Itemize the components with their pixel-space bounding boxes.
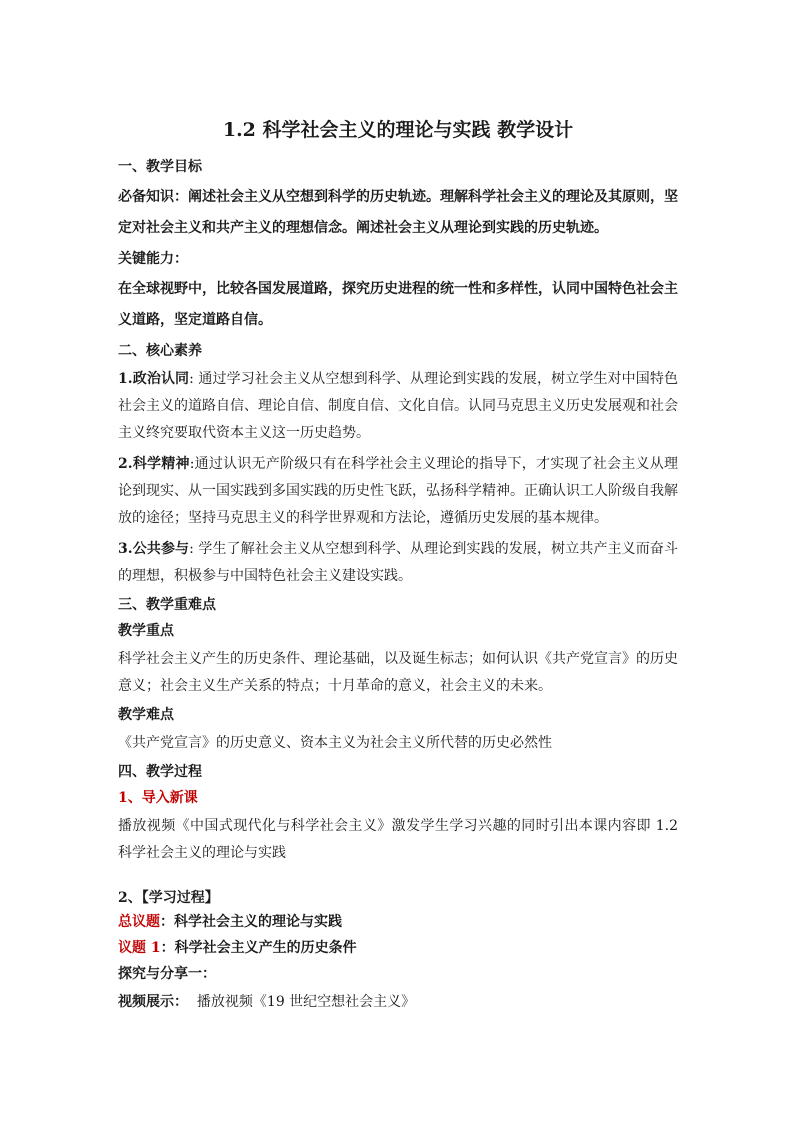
spacer [118, 871, 678, 887]
public-participation-text: : 学生了解社会主义从空想到科学、从理论到实践的发展，树立共产主义而奋斗的理想，积极参与中国特色社会主义建设实践。 [118, 541, 678, 584]
section-heading-process: 四、教学过程 [118, 764, 202, 780]
video-display-text: 播放视频《19 世纪空想社会主义》 [196, 994, 416, 1010]
intro-text: 播放视频《中国式现代化与科学社会主义》激发学生学习兴趣的同时引出本课内容即 1.2 科学社会主义的理论与实践 [118, 818, 678, 861]
scientific-spirit-text: :通过认识无产阶级只有在科学社会主义理论的指导下，才实现了社会主义从理论到现实、从一国实践到多国实践的历史性飞跃，弘扬科学精神。正确认识工人阶级自我解放的途径；坚持马克思主义的科学世界观和方法论，遵循历史发展的基本规律。 [118, 456, 678, 526]
video-display-line [118, 989, 678, 1016]
section-heading-key-difficult: 三、教学重难点 [118, 597, 216, 613]
teaching-key-label: 教学重点 [118, 623, 174, 639]
teaching-difficulty-label: 教学难点 [118, 707, 174, 723]
key-ability-label: 关键能力： [118, 251, 188, 267]
main-topic-label: 总议题 [118, 914, 160, 930]
main-topic-text: ：科学社会主义的理论与实践 [160, 914, 342, 930]
step-intro-new-lesson: 1、导入新课 [118, 790, 198, 806]
political-identity-label: 1.政治认同 [118, 371, 190, 387]
sub-topic-1-line [118, 937, 678, 959]
video-display-label: 视频展示： [118, 994, 188, 1010]
sub-topic-1-label: 议题 1 [118, 940, 161, 956]
section-heading-objectives: 一、教学目标 [118, 159, 202, 175]
document-title: 1.2 科学社会主义的理论与实践 教学设计 [222, 119, 574, 141]
public-participation-label: 3.公共参与 [118, 541, 190, 557]
paragraph-required-knowledge [118, 182, 678, 244]
paragraph-scientific-spirit [118, 451, 678, 532]
key-ability-text: 在全球视野中，比较各国发展道路，探究历史进程的统一性和多样性，认同中国特色社会主义道路，坚定道路自信。 [118, 281, 678, 328]
paragraph-political-identity [118, 366, 678, 447]
required-knowledge-text: 阐述社会主义从空想到科学的历史轨迹。理解科学社会主义的理论及其原则，坚定对社会主义和共产主义的理想信念。阐述社会主义从理论到实践的历史轨迹。 [118, 189, 678, 236]
teaching-difficulty-text: 《共产党宣言》的历史意义、资本主义为社会主义所代替的历史必然性 [118, 735, 552, 751]
sub-topic-1-text: ：科学社会主义产生的历史条件 [160, 940, 357, 956]
scientific-spirit-label: 2.科学精神 [118, 456, 190, 472]
main-topic-line [118, 911, 678, 933]
explore-share-label: 探究与分享一： [118, 966, 216, 982]
political-identity-text: : 通过学习社会主义从空想到科学、从理论到实践的发展，树立学生对中国特色社会主义的道路自信、理论自信、制度自信、文化自信。认同马克思主义历史发展观和社会主义终究要取代资本主义这一历史趋势。 [118, 371, 678, 441]
required-knowledge-label: 必备知识： [118, 189, 188, 205]
step-learning-process: 2、【学习过程】 [118, 890, 219, 906]
document-page [118, 118, 678, 1020]
paragraph-public-participation [118, 536, 678, 590]
section-heading-core-literacy: 二、核心素养 [118, 343, 202, 359]
teaching-key-text: 科学社会主义产生的历史条件、理论基础，以及诞生标志；如何认识《共产党宣言》的历史意义；社会主义生产关系的特点；十月革命的意义，社会主义的未来。 [118, 651, 678, 694]
